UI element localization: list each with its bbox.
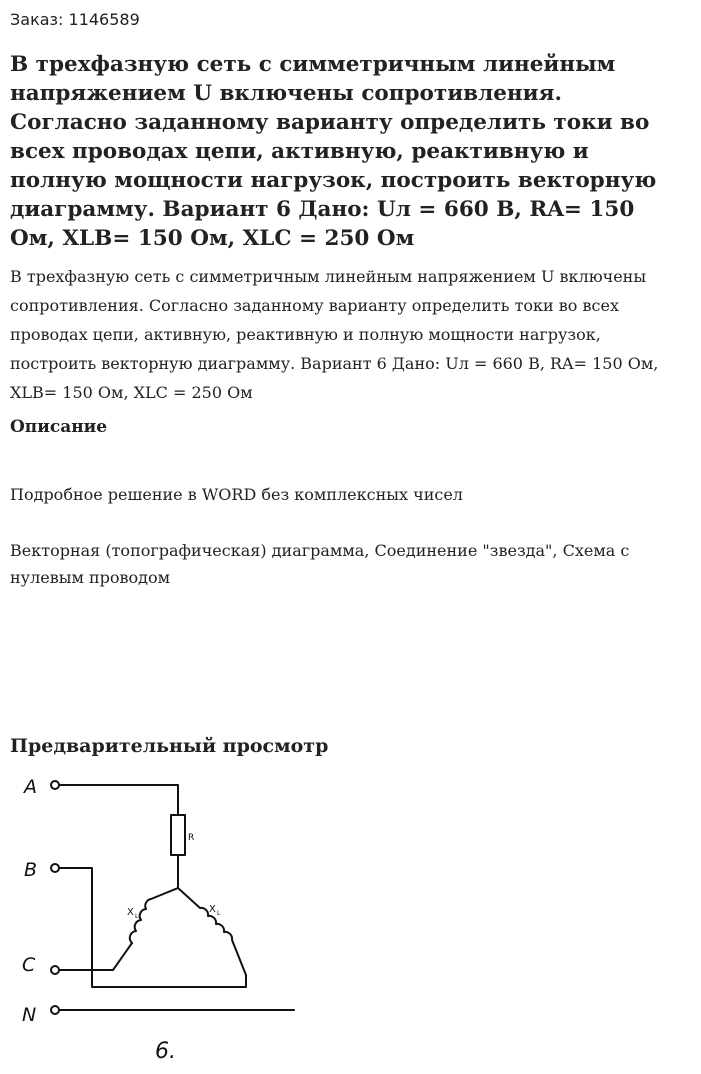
inductor-right-label: X [209,904,216,915]
terminal-a-node [51,781,59,789]
diagram-caption: 6. [155,1039,176,1064]
terminal-c-node [51,966,59,974]
terminal-n-label: N [22,1004,37,1026]
description-paragraph-1: Подробное решение в WORD без комплексных чисел [10,485,463,504]
resistor-r [171,815,185,855]
terminal-n-node [51,1006,59,1014]
circuit-diagram [0,765,300,1070]
inductor-right-subscript: L [217,910,221,917]
preview-heading: Предварительный просмотр [10,735,329,757]
order-number: Заказ: 1146589 [10,10,140,29]
wire-c [59,943,132,970]
inductor-right [178,888,246,975]
task-text: В трехфазную сеть с симметричным линейным напряжением U включены сопротивления. Согласно заданному варианту определить токи во всех проводах цепи, активную, реактивную и полную мощности нагрузок, построить векторную диаграмму. Вариант 6 Дано: Uл = 660 В, RA= 150 Ом, XLB= 150 Ом, XLC = 250 Ом [10,267,659,402]
inductor-left-label: X [127,907,134,918]
terminal-b-node [51,864,59,872]
resistor-label: R [188,833,195,843]
terminal-b-label: B [24,859,38,881]
wire-a [59,785,178,815]
description-paragraph-2: Векторная (топографическая) диаграмма, Соединение "звезда", Схема с нулевым проводом [10,541,630,587]
inductor-left-subscript: L [135,913,139,920]
terminal-a-label: A [24,776,37,798]
description-heading: Описание [10,417,108,437]
terminal-c-label: C [22,954,36,976]
task-title: В трехфазную сеть с симметричным линейным напряжением U включены сопротивления. Согласно заданному варианту определить токи во всех проводах цепи, активную, реактивную и полную мощности нагрузок, построить векторную диаграмму. Вариант 6 Дано: Uл = 660 В, RA= 150 Ом, XLB= 150 Ом, XLC = 250 Ом [10,52,657,251]
